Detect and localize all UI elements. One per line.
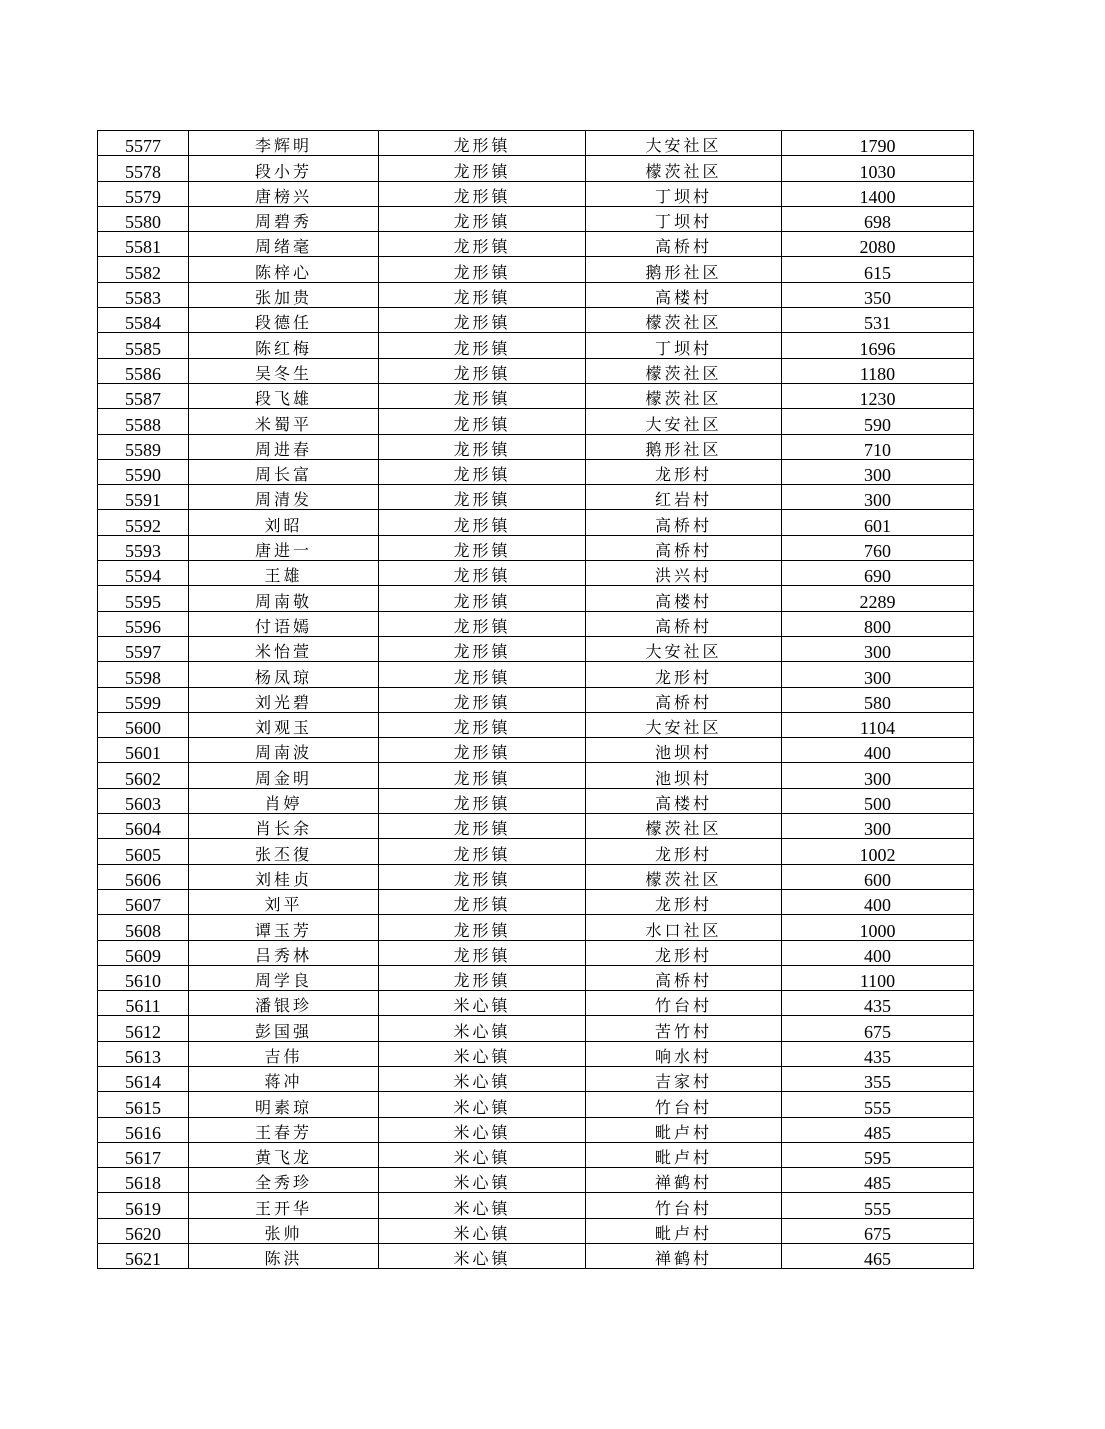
table-row [98, 965, 974, 990]
row-number-cell: 5587 [98, 383, 189, 408]
person-name-cell: 蒋冲 [189, 1066, 379, 1091]
amount-cell: 1000 [782, 915, 974, 940]
town-cell: 米心镇 [379, 991, 586, 1016]
person-name-cell: 王春芳 [189, 1117, 379, 1142]
table-row [98, 485, 974, 510]
town-cell: 龙形镇 [379, 586, 586, 611]
person-name-cell: 唐进一 [189, 535, 379, 560]
row-number-cell: 5597 [98, 636, 189, 661]
town-cell: 米心镇 [379, 1041, 586, 1066]
amount-cell: 485 [782, 1117, 974, 1142]
town-cell: 米心镇 [379, 1142, 586, 1167]
table-row [98, 662, 974, 687]
village-cell: 水口社区 [586, 915, 782, 940]
table-row [98, 510, 974, 535]
table-row [98, 814, 974, 839]
row-number-cell: 5607 [98, 889, 189, 914]
row-number-cell: 5579 [98, 181, 189, 206]
amount-cell: 500 [782, 788, 974, 813]
village-cell: 池坝村 [586, 738, 782, 763]
table-row [98, 889, 974, 914]
amount-cell: 800 [782, 611, 974, 636]
table-row [98, 763, 974, 788]
table-row [98, 1066, 974, 1091]
village-cell: 丁坝村 [586, 333, 782, 358]
table-row [98, 1142, 974, 1167]
person-name-cell: 吉伟 [189, 1041, 379, 1066]
village-cell: 檬茨社区 [586, 864, 782, 889]
table-row [98, 409, 974, 434]
amount-cell: 465 [782, 1244, 974, 1269]
village-cell: 大安社区 [586, 712, 782, 737]
person-name-cell: 段德任 [189, 308, 379, 333]
row-number-cell: 5581 [98, 232, 189, 257]
amount-cell: 531 [782, 308, 974, 333]
town-cell: 龙形镇 [379, 459, 586, 484]
amount-cell: 300 [782, 662, 974, 687]
person-name-cell: 肖婷 [189, 788, 379, 813]
amount-cell: 1002 [782, 839, 974, 864]
table-row [98, 1218, 974, 1243]
amount-cell: 601 [782, 510, 974, 535]
amount-cell: 1696 [782, 333, 974, 358]
row-number-cell: 5613 [98, 1041, 189, 1066]
town-cell: 龙形镇 [379, 738, 586, 763]
town-cell: 龙形镇 [379, 864, 586, 889]
table-row [98, 915, 974, 940]
village-cell: 龙形村 [586, 459, 782, 484]
town-cell: 龙形镇 [379, 282, 586, 307]
person-name-cell: 陈梓心 [189, 257, 379, 282]
table-row [98, 282, 974, 307]
town-cell: 龙形镇 [379, 636, 586, 661]
person-name-cell: 米蜀平 [189, 409, 379, 434]
town-cell: 龙形镇 [379, 915, 586, 940]
town-cell: 龙形镇 [379, 257, 586, 282]
village-cell: 竹台村 [586, 991, 782, 1016]
town-cell: 龙形镇 [379, 611, 586, 636]
table-row [98, 561, 974, 586]
village-cell: 高桥村 [586, 510, 782, 535]
row-number-cell: 5598 [98, 662, 189, 687]
table-row [98, 586, 974, 611]
data-table [97, 130, 974, 1269]
town-cell: 龙形镇 [379, 308, 586, 333]
village-cell: 丁坝村 [586, 181, 782, 206]
row-number-cell: 5602 [98, 763, 189, 788]
row-number-cell: 5601 [98, 738, 189, 763]
table-row [98, 383, 974, 408]
table-row [98, 788, 974, 813]
table-row [98, 611, 974, 636]
person-name-cell: 刘光碧 [189, 687, 379, 712]
row-number-cell: 5594 [98, 561, 189, 586]
row-number-cell: 5615 [98, 1092, 189, 1117]
table-row [98, 358, 974, 383]
row-number-cell: 5592 [98, 510, 189, 535]
town-cell: 龙形镇 [379, 687, 586, 712]
village-cell: 高楼村 [586, 788, 782, 813]
village-cell: 洪兴村 [586, 561, 782, 586]
amount-cell: 1230 [782, 383, 974, 408]
village-cell: 檬茨社区 [586, 814, 782, 839]
amount-cell: 400 [782, 738, 974, 763]
amount-cell: 1790 [782, 131, 974, 156]
table-row [98, 434, 974, 459]
village-cell: 龙形村 [586, 839, 782, 864]
amount-cell: 698 [782, 206, 974, 231]
row-number-cell: 5577 [98, 131, 189, 156]
town-cell: 龙形镇 [379, 662, 586, 687]
town-cell: 龙形镇 [379, 814, 586, 839]
person-name-cell: 李辉明 [189, 131, 379, 156]
person-name-cell: 王雄 [189, 561, 379, 586]
row-number-cell: 5578 [98, 156, 189, 181]
table-row [98, 1092, 974, 1117]
amount-cell: 760 [782, 535, 974, 560]
amount-cell: 615 [782, 257, 974, 282]
row-number-cell: 5621 [98, 1244, 189, 1269]
village-cell: 竹台村 [586, 1092, 782, 1117]
table-row [98, 687, 974, 712]
village-cell: 丁坝村 [586, 206, 782, 231]
village-cell: 禅鹤村 [586, 1168, 782, 1193]
person-name-cell: 周南波 [189, 738, 379, 763]
table-row [98, 257, 974, 282]
row-number-cell: 5616 [98, 1117, 189, 1142]
village-cell: 高楼村 [586, 586, 782, 611]
table-row [98, 1244, 974, 1269]
person-name-cell: 刘桂贞 [189, 864, 379, 889]
table-body [98, 131, 974, 1269]
amount-cell: 300 [782, 459, 974, 484]
amount-cell: 580 [782, 687, 974, 712]
row-number-cell: 5608 [98, 915, 189, 940]
row-number-cell: 5605 [98, 839, 189, 864]
village-cell: 竹台村 [586, 1193, 782, 1218]
village-cell: 红岩村 [586, 485, 782, 510]
person-name-cell: 张丕復 [189, 839, 379, 864]
amount-cell: 435 [782, 1041, 974, 1066]
amount-cell: 555 [782, 1092, 974, 1117]
town-cell: 龙形镇 [379, 434, 586, 459]
village-cell: 檬茨社区 [586, 358, 782, 383]
person-name-cell: 王开华 [189, 1193, 379, 1218]
amount-cell: 350 [782, 282, 974, 307]
amount-cell: 1104 [782, 712, 974, 737]
town-cell: 龙形镇 [379, 206, 586, 231]
row-number-cell: 5604 [98, 814, 189, 839]
village-cell: 檬茨社区 [586, 308, 782, 333]
person-name-cell: 周清发 [189, 485, 379, 510]
village-cell: 龙形村 [586, 940, 782, 965]
amount-cell: 300 [782, 485, 974, 510]
village-cell: 高桥村 [586, 965, 782, 990]
village-cell: 禅鹤村 [586, 1244, 782, 1269]
table-row [98, 839, 974, 864]
row-number-cell: 5593 [98, 535, 189, 560]
row-number-cell: 5609 [98, 940, 189, 965]
row-number-cell: 5600 [98, 712, 189, 737]
amount-cell: 1180 [782, 358, 974, 383]
town-cell: 米心镇 [379, 1244, 586, 1269]
town-cell: 龙形镇 [379, 712, 586, 737]
town-cell: 龙形镇 [379, 535, 586, 560]
person-name-cell: 全秀珍 [189, 1168, 379, 1193]
amount-cell: 400 [782, 940, 974, 965]
town-cell: 龙形镇 [379, 763, 586, 788]
person-name-cell: 米怡萱 [189, 636, 379, 661]
row-number-cell: 5618 [98, 1168, 189, 1193]
village-cell: 毗卢村 [586, 1142, 782, 1167]
amount-cell: 590 [782, 409, 974, 434]
person-name-cell: 周绪毫 [189, 232, 379, 257]
amount-cell: 690 [782, 561, 974, 586]
village-cell: 龙形村 [586, 889, 782, 914]
row-number-cell: 5583 [98, 282, 189, 307]
town-cell: 龙形镇 [379, 485, 586, 510]
table-row [98, 535, 974, 560]
person-name-cell: 张加贵 [189, 282, 379, 307]
row-number-cell: 5612 [98, 1016, 189, 1041]
row-number-cell: 5619 [98, 1193, 189, 1218]
table-row [98, 206, 974, 231]
row-number-cell: 5606 [98, 864, 189, 889]
row-number-cell: 5582 [98, 257, 189, 282]
table-row [98, 991, 974, 1016]
town-cell: 米心镇 [379, 1218, 586, 1243]
person-name-cell: 杨凤琼 [189, 662, 379, 687]
village-cell: 檬茨社区 [586, 383, 782, 408]
person-name-cell: 段飞雄 [189, 383, 379, 408]
amount-cell: 600 [782, 864, 974, 889]
village-cell: 高桥村 [586, 535, 782, 560]
row-number-cell: 5611 [98, 991, 189, 1016]
person-name-cell: 刘观玉 [189, 712, 379, 737]
town-cell: 龙形镇 [379, 131, 586, 156]
village-cell: 大安社区 [586, 409, 782, 434]
row-number-cell: 5584 [98, 308, 189, 333]
amount-cell: 710 [782, 434, 974, 459]
town-cell: 龙形镇 [379, 333, 586, 358]
person-name-cell: 周金明 [189, 763, 379, 788]
village-cell: 苦竹村 [586, 1016, 782, 1041]
amount-cell: 485 [782, 1168, 974, 1193]
town-cell: 米心镇 [379, 1117, 586, 1142]
person-name-cell: 段小芳 [189, 156, 379, 181]
town-cell: 龙形镇 [379, 409, 586, 434]
town-cell: 米心镇 [379, 1016, 586, 1041]
table-row [98, 1117, 974, 1142]
town-cell: 龙形镇 [379, 788, 586, 813]
row-number-cell: 5599 [98, 687, 189, 712]
person-name-cell: 潘银珍 [189, 991, 379, 1016]
person-name-cell: 周长富 [189, 459, 379, 484]
row-number-cell: 5588 [98, 409, 189, 434]
table-row [98, 1168, 974, 1193]
row-number-cell: 5610 [98, 965, 189, 990]
amount-cell: 555 [782, 1193, 974, 1218]
amount-cell: 1030 [782, 156, 974, 181]
person-name-cell: 吴冬生 [189, 358, 379, 383]
row-number-cell: 5591 [98, 485, 189, 510]
row-number-cell: 5580 [98, 206, 189, 231]
row-number-cell: 5596 [98, 611, 189, 636]
person-name-cell: 周进春 [189, 434, 379, 459]
table-row [98, 156, 974, 181]
village-cell: 高桥村 [586, 232, 782, 257]
town-cell: 龙形镇 [379, 156, 586, 181]
town-cell: 米心镇 [379, 1066, 586, 1091]
person-name-cell: 付语嫣 [189, 611, 379, 636]
town-cell: 龙形镇 [379, 561, 586, 586]
row-number-cell: 5614 [98, 1066, 189, 1091]
amount-cell: 400 [782, 889, 974, 914]
person-name-cell: 张帅 [189, 1218, 379, 1243]
village-cell: 响水村 [586, 1041, 782, 1066]
table-row [98, 738, 974, 763]
town-cell: 龙形镇 [379, 232, 586, 257]
village-cell: 高楼村 [586, 282, 782, 307]
person-name-cell: 唐榜兴 [189, 181, 379, 206]
row-number-cell: 5585 [98, 333, 189, 358]
row-number-cell: 5617 [98, 1142, 189, 1167]
village-cell: 檬茨社区 [586, 156, 782, 181]
amount-cell: 300 [782, 763, 974, 788]
amount-cell: 2080 [782, 232, 974, 257]
amount-cell: 1400 [782, 181, 974, 206]
village-cell: 池坝村 [586, 763, 782, 788]
row-number-cell: 5590 [98, 459, 189, 484]
table-row [98, 333, 974, 358]
person-name-cell: 吕秀林 [189, 940, 379, 965]
person-name-cell: 周南敬 [189, 586, 379, 611]
person-name-cell: 陈洪 [189, 1244, 379, 1269]
town-cell: 龙形镇 [379, 383, 586, 408]
amount-cell: 595 [782, 1142, 974, 1167]
person-name-cell: 谭玉芳 [189, 915, 379, 940]
village-cell: 鹅形社区 [586, 257, 782, 282]
person-name-cell: 肖长余 [189, 814, 379, 839]
amount-cell: 2289 [782, 586, 974, 611]
table-row [98, 131, 974, 156]
row-number-cell: 5603 [98, 788, 189, 813]
town-cell: 龙形镇 [379, 358, 586, 383]
person-name-cell: 刘平 [189, 889, 379, 914]
village-cell: 龙形村 [586, 662, 782, 687]
village-cell: 毗卢村 [586, 1117, 782, 1142]
person-name-cell: 陈红梅 [189, 333, 379, 358]
person-name-cell: 彭国强 [189, 1016, 379, 1041]
town-cell: 龙形镇 [379, 839, 586, 864]
amount-cell: 675 [782, 1016, 974, 1041]
amount-cell: 1100 [782, 965, 974, 990]
village-cell: 鹅形社区 [586, 434, 782, 459]
village-cell: 吉家村 [586, 1066, 782, 1091]
town-cell: 龙形镇 [379, 965, 586, 990]
town-cell: 龙形镇 [379, 181, 586, 206]
person-name-cell: 黄飞龙 [189, 1142, 379, 1167]
table-row [98, 1041, 974, 1066]
amount-cell: 355 [782, 1066, 974, 1091]
town-cell: 龙形镇 [379, 889, 586, 914]
village-cell: 高桥村 [586, 611, 782, 636]
town-cell: 龙形镇 [379, 940, 586, 965]
table-row [98, 1016, 974, 1041]
person-name-cell: 刘昭 [189, 510, 379, 535]
person-name-cell: 周碧秀 [189, 206, 379, 231]
village-cell: 毗卢村 [586, 1218, 782, 1243]
person-name-cell: 明素琼 [189, 1092, 379, 1117]
village-cell: 大安社区 [586, 636, 782, 661]
table-row [98, 1193, 974, 1218]
table-row [98, 864, 974, 889]
amount-cell: 675 [782, 1218, 974, 1243]
village-cell: 大安社区 [586, 131, 782, 156]
table-row [98, 308, 974, 333]
town-cell: 龙形镇 [379, 510, 586, 535]
amount-cell: 300 [782, 636, 974, 661]
amount-cell: 300 [782, 814, 974, 839]
town-cell: 米心镇 [379, 1168, 586, 1193]
town-cell: 米心镇 [379, 1092, 586, 1117]
table-row [98, 459, 974, 484]
town-cell: 米心镇 [379, 1193, 586, 1218]
table-row [98, 712, 974, 737]
row-number-cell: 5595 [98, 586, 189, 611]
row-number-cell: 5586 [98, 358, 189, 383]
table-row [98, 636, 974, 661]
table-row [98, 232, 974, 257]
person-name-cell: 周学良 [189, 965, 379, 990]
amount-cell: 435 [782, 991, 974, 1016]
row-number-cell: 5589 [98, 434, 189, 459]
table-row [98, 181, 974, 206]
row-number-cell: 5620 [98, 1218, 189, 1243]
table-row [98, 940, 974, 965]
village-cell: 高桥村 [586, 687, 782, 712]
